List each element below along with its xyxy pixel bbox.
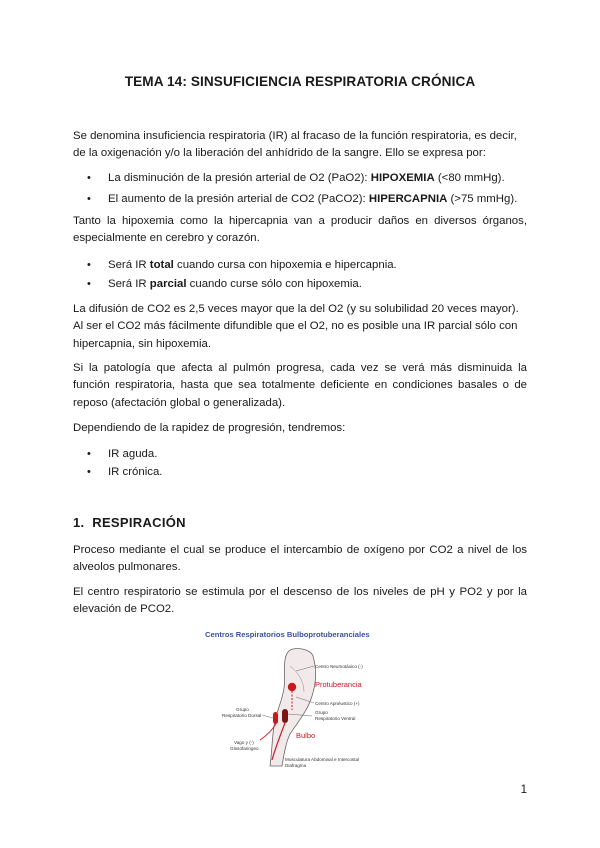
respiration-paragraph	[73, 542, 527, 577]
intro-paragraph	[73, 128, 527, 163]
label-grupo-dorsal: Grupo	[236, 707, 249, 712]
paragraph-line: función respiratoria, hasta que sea totalmente deficiente en condiciones basales o de	[73, 379, 527, 392]
label-diafragma: Diafragma	[285, 763, 307, 768]
respiratory-centers-figure	[200, 626, 410, 776]
paragraph-line: Tanto la hipoxemia como la hipercapnia van a producir daños en diversos órganos,	[73, 215, 527, 227]
label-apneustico: Centro Apnéustico (+)	[315, 701, 360, 706]
list-item: • La disminución de la presión arterial de O2 (PaO2): HIPOXEMIA (<80 mmHg).	[73, 170, 527, 187]
bullet-icon: •	[87, 193, 91, 206]
protuberancia-node	[288, 683, 296, 691]
list-item: • Será IR parcial cuando curse sólo con hipoxemia.	[73, 276, 527, 293]
bullet-icon: •	[87, 466, 91, 479]
list-item: • IR aguda.	[73, 446, 527, 463]
bullet-icon: •	[87, 278, 91, 291]
label-grupo-ventral-2: Respiratorio Ventral	[315, 716, 356, 721]
paragraph-line: alveolos pulmonares.	[73, 561, 181, 574]
bullet-icon: •	[87, 172, 91, 184]
label-neumotaxico: Centro Neumotáxico (-)	[315, 664, 363, 669]
label-protuberancia: Protuberancia	[315, 680, 362, 689]
paragraph-line: Si la patología que afecta al pulmón progresa, cada vez se verá más disminuida la	[73, 362, 527, 374]
list-item: • IR crónica.	[73, 464, 527, 481]
bullet-list-types	[73, 257, 527, 294]
progress-paragraph	[73, 360, 527, 412]
paragraph-line: El centro respiratorio se estimula por el descenso de los niveles de pH y PO2 y por la	[73, 586, 527, 598]
intro-line: de la oxigenación y/o la liberación del anhídrido de la sangre. Ello se expresa por:	[73, 147, 486, 160]
section-heading: 1. RESPIRACIÓN	[73, 515, 186, 530]
damage-paragraph	[73, 213, 527, 248]
paragraph-line: reposo (afectación global o generalizada).	[73, 396, 286, 409]
ventral-group-node	[282, 709, 288, 723]
label-vago-2: Glosofaringeo	[230, 746, 259, 751]
paragraph-line: Proceso mediante el cual se produce el intercambio de oxígeno por CO2 a nivel de los	[73, 544, 527, 556]
paragraph-line: Al ser el CO2 más fácilmente difundible que el O2, no es posible una IR parcial sólo con	[73, 320, 518, 333]
co2-paragraph	[73, 301, 527, 353]
label-bulbo: Bulbo	[296, 731, 316, 740]
figure-title: Centros Respiratorios Bulboprotuberanciales	[205, 630, 370, 639]
paragraph-line: hipercapnia, sin hipoxemia.	[73, 337, 212, 350]
brainstem-outline	[270, 649, 316, 766]
dorsal-pointer	[262, 715, 273, 718]
label-musculatura: Musculatura Abdominal e Intercostal	[285, 757, 360, 762]
label-grupo-dorsal-2: Respiratorio Dorsal	[222, 713, 262, 718]
bullet-icon: •	[87, 448, 91, 460]
paragraph-line: La difusión de CO2 es 2,5 veces mayor que la del O2 (y su solubilidad 20 veces mayor).	[73, 303, 519, 315]
page-title: TEMA 14: SINSUFICIENCIA RESPIRATORIA CRÓNICA	[124, 74, 476, 89]
paragraph-line: Dependiendo de la rapidez de progresión, tendremos:	[73, 422, 346, 434]
dorsal-group-node	[273, 712, 278, 724]
intro-line: Se denomina insuficiencia respiratoria (IR) al fracaso de la función respiratoria, es decir,	[73, 130, 517, 142]
page-number: 1	[520, 784, 527, 796]
progression-paragraph	[73, 420, 527, 437]
bullet-icon: •	[87, 259, 91, 271]
stimulus-paragraph	[73, 584, 527, 619]
list-item: • Será IR total cuando cursa con hipoxemia e hipercapnia.	[73, 257, 527, 274]
bullet-list-progression	[73, 446, 527, 482]
label-vago: Vago y (-)	[234, 740, 254, 745]
list-item: • El aumento de la presión arterial de CO2 (PaCO2): HIPERCAPNIA (>75 mmHg).	[73, 191, 527, 208]
paragraph-line: especialmente en cerebro y corazón.	[73, 232, 260, 245]
bullet-list-definitions	[73, 170, 527, 209]
paragraph-line: elevación de PCO2.	[73, 603, 175, 616]
label-grupo-ventral: Grupo	[315, 710, 328, 715]
